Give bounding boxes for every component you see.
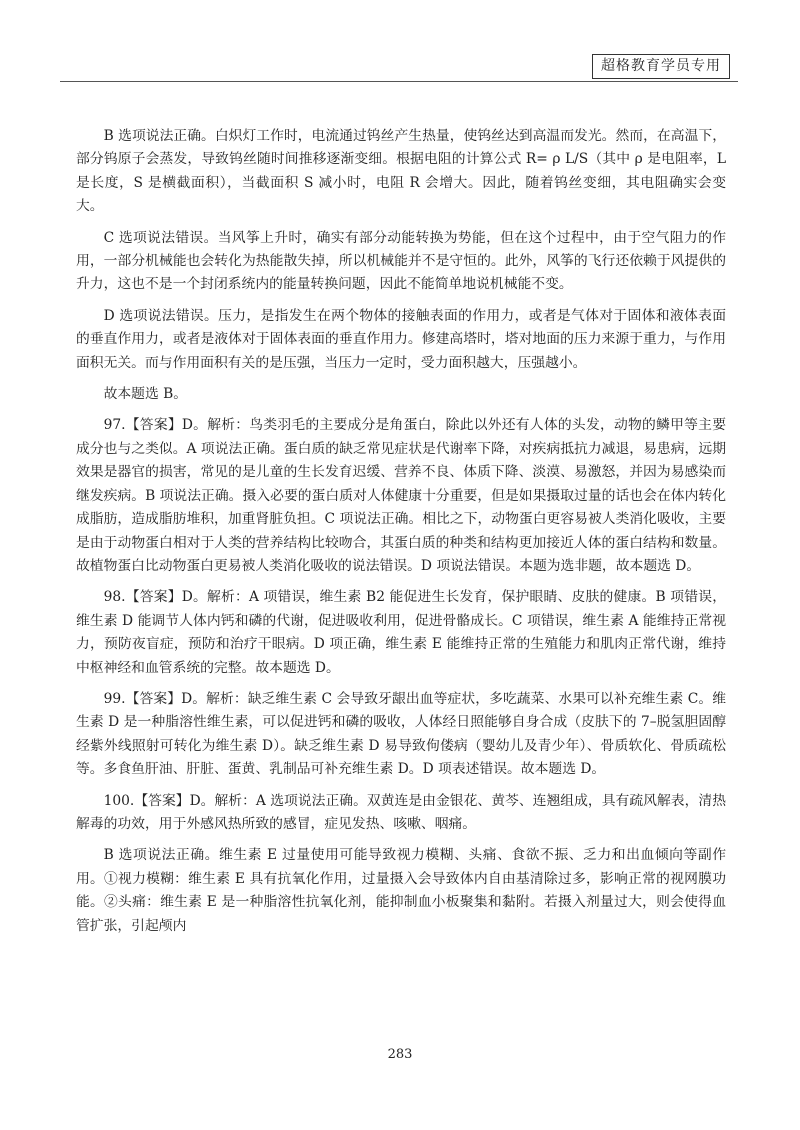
- paragraph-question-98: 98.【答案】D。解析：A 项错误，维生素 B2 能促进生长发育，保护眼睛、皮肤的健康。B 项错误，维生素 D 能调节人体内钙和磷的代谢，促进吸收利用，促进骨骼成长。C 项错误，维生素 A 能维持正常视力，预防夜盲症，预防和治疗干眼病。D 项正确，维生素 E 能维持正常的生殖能力和肌肉正常代谢，维持中枢神经和血管系统的完整。故本题选 D。: [76, 589, 726, 676]
- header-divider: [60, 81, 738, 82]
- paragraph-option-d-pressure: D 选项说法错误。压力，是指发生在两个物体的接触表面的作用力，或者是气体对于固体和液体表面的垂直作用力，或者是液体对于固体表面的垂直作用力。修建高塔时，塔对地面的压力来源于重力，与作用面积无关。而与作用面积有关的是压强，当压力一定时，受力面积越大，压强越小。: [76, 307, 726, 371]
- paragraph-question-97: 97.【答案】D。解析：鸟类羽毛的主要成分是角蛋白，除此以外还有人体的头发，动物的鳞甲等主要成分也与之类似。A 项说法正确。蛋白质的缺乏常见症状是代谢率下降，对疾病抵抗力减退，易患病，远期效果是器官的损害，常见的是儿童的生长发育迟缓、营养不良、体质下降、淡漠、易激怒，并因为易感染而继发疾病。B 项说法正确。摄入必要的蛋白质对人体健康十分重要，但是如果摄取过量的话也会在体内转化成脂肪，造成脂肪堆积，加重肾脏负担。C 项说法正确。相比之下，动物蛋白更容易被人类消化吸收，主要是由于动物蛋白相对于人类的营养结构比较吻合，其蛋白质的种类和结构更加接近人体的蛋白结构和数量。故植物蛋白比动物蛋白更易被人类消化吸收的说法错误。D 项说法错误。本题为选非题，故本题选 D。: [76, 417, 726, 574]
- paragraph-option-c-kite: C 选项说法错误。当风筝上升时，确实有部分动能转换为势能，但在这个过程中，由于空气阻力的作用，一部分机械能也会转化为热能散失掉，所以机械能并不是守恒的。此外，风筝的飞行还依赖于风提供的升力，这也不是一个封闭系统内的能量转换问题，因此不能简单地说机械能不变。: [76, 229, 726, 293]
- paragraph-question-99: 99.【答案】D。解析：缺乏维生素 C 会导致牙龈出血等症状，多吃蔬菜、水果可以补充维生素 C。维生素 D 是一种脂溶性维生素，可以促进钙和磷的吸收，人体经日照能够自身合成（皮肤下的 7–脱氢胆固醇经紫外线照射可转化为维生素 D）。缺乏维生素 D 易导致佝偻病（婴幼儿及青少年）、骨质软化、骨质疏松等。多食鱼肝油、肝脏、蛋黄、乳制品可补充维生素 D。D 项表述错误。故本题选 D。: [76, 690, 726, 778]
- header-badge: 超格教育学员专用: [592, 54, 730, 79]
- page-number: 283: [387, 1047, 413, 1062]
- paragraph-conclusion: 故本题选 B。: [103, 386, 188, 403]
- paragraph-question-100: 100.【答案】D。解析：A 选项说法正确。双黄连是由金银花、黄芩、连翘组成，具有疏风解表，清热解毒的功效，用于外感风热所致的感冒，症见发热、咳嗽、咽痛。: [76, 792, 726, 832]
- paragraph-question-100-option-b: B 选项说法正确。维生素 E 过量使用可能导致视力模糊、头痛、食欲不振、乏力和出血倾向等副作用。①视力模糊：维生素 E 具有抗氧化作用，过量摄入会导致体内自由基清除过多，影响正常的视网膜功能。②头痛：维生素 E 是一种脂溶性抗氧化剂，能抑制血小板聚集和黏附。若摄入剂量过大，则会使得血管扩张，引起颅内: [76, 847, 726, 934]
- document-body: [76, 125, 726, 946]
- paragraph-option-b-tungsten: B 选项说法正确。白炽灯工作时，电流通过钨丝产生热量，使钨丝达到高温而发光。然而，在高温下，部分钨原子会蒸发，导致钨丝随时间推移逐渐变细。根据电阻的计算公式 R= ρ L/S（其中 ρ 是电阻率，L 是长度，S 是横截面积），当截面积 S 减小时，电阻 R 会增大。因此，随着钨丝变细，其电阻确实会变大。: [76, 128, 726, 215]
